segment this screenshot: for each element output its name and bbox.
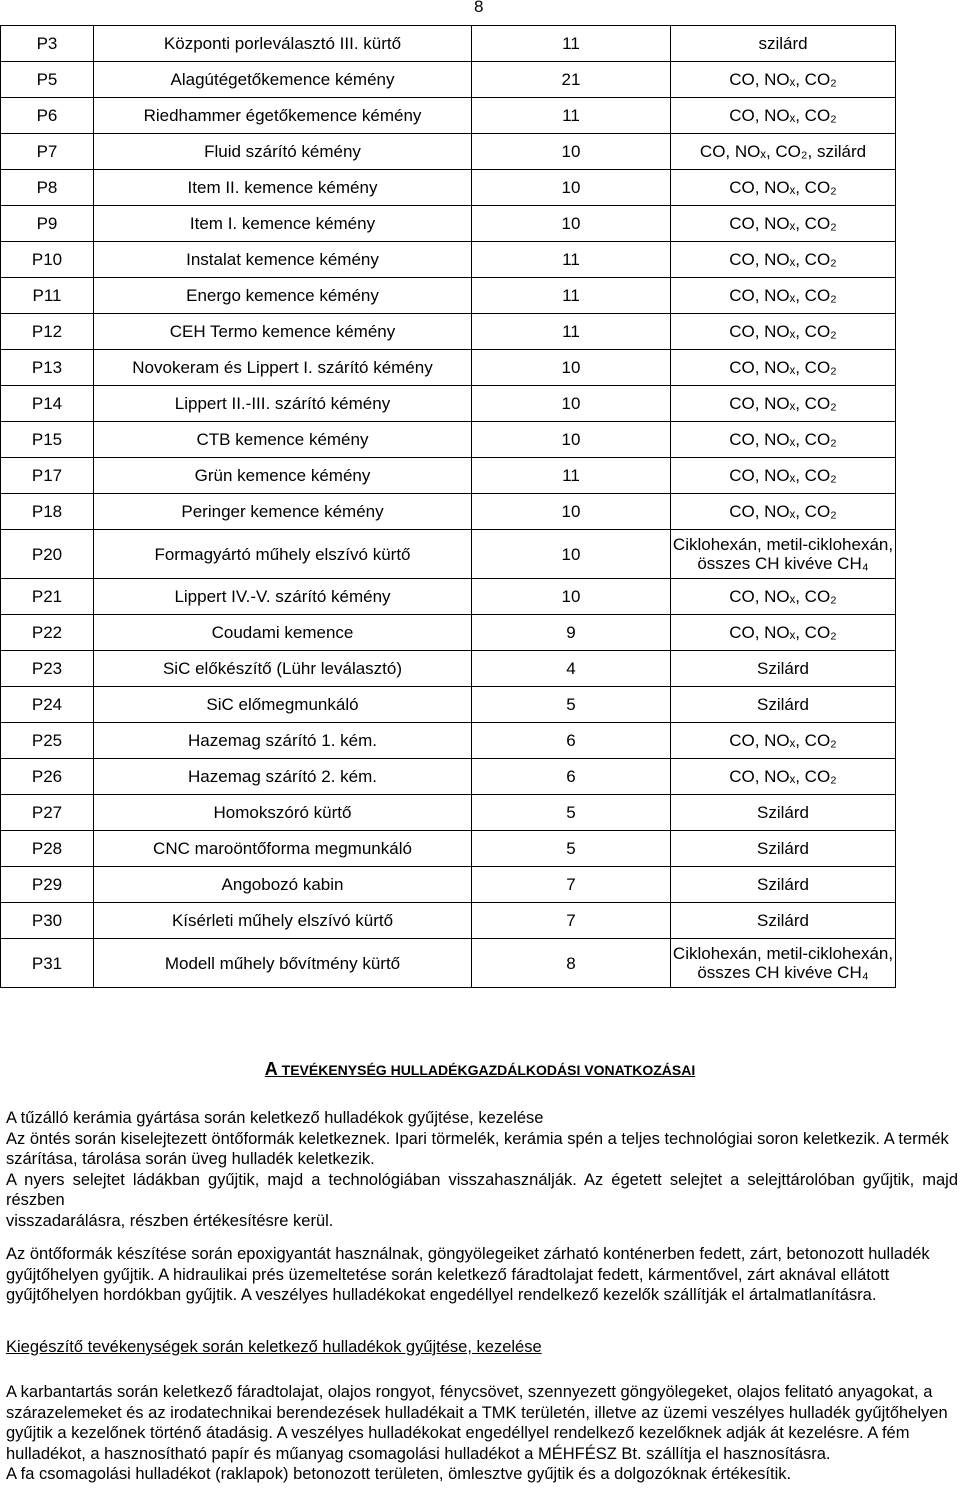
stack-height-cell: 5 — [472, 687, 671, 723]
pollutants-cell: CO, NOₓ, CO₂ — [671, 62, 896, 98]
table-row — [1, 458, 896, 494]
source-code-cell: P22 — [1, 615, 94, 651]
table-row — [1, 759, 896, 795]
pollutants-line: Ciklohexán, metil-ciklohexán, — [672, 944, 894, 963]
source-code-cell: P9 — [1, 206, 94, 242]
table-row — [1, 903, 896, 939]
stack-height-cell: 10 — [472, 530, 671, 579]
source-name-cell: Novokeram és Lippert I. szárító kémény — [94, 350, 472, 386]
source-code-cell: P23 — [1, 651, 94, 687]
source-name-cell: Riedhammer égetőkemence kémény — [94, 98, 472, 134]
pollutants-line: Ciklohexán, metil-ciklohexán, — [672, 535, 894, 554]
paragraph-mould-waste — [6, 1244, 958, 1306]
paragraph-line: szárítása, tárolása során üveg hulladék keletkezik. — [6, 1150, 375, 1168]
source-code-cell: P8 — [1, 170, 94, 206]
paragraph-refractory-waste — [6, 1108, 958, 1231]
pollutants-cell: CO, NOₓ, CO₂ — [671, 350, 896, 386]
source-code-cell: P24 — [1, 687, 94, 723]
pollutants-cell: CO, NOₓ, CO₂ — [671, 242, 896, 278]
stack-height-cell: 6 — [472, 723, 671, 759]
pollutants-cell: CO, NOₓ, CO₂ — [671, 422, 896, 458]
table-row — [1, 615, 896, 651]
stack-height-cell: 9 — [472, 615, 671, 651]
pollutants-cell: Szilárd — [671, 903, 896, 939]
table-row — [1, 651, 896, 687]
source-code-cell: P29 — [1, 867, 94, 903]
pollutants-cell — [671, 530, 896, 579]
paragraph-line: gyűjtik a kezelőnek történő átadásig. A veszélyes hulladékokat engedéllyel rendelkező kezelőknek adják át kezelésre. A fém — [6, 1424, 910, 1442]
pollutants-line: összes CH kivéve CH₄ — [697, 963, 869, 982]
paragraph-line: Az öntőformák készítése során epoxigyantát használnak, göngyölegeiket zárható konténerben fedett, zárt, betonozott hulladék — [6, 1245, 930, 1263]
source-name-cell: Formagyártó műhely elszívó kürtő — [94, 530, 472, 579]
paragraph-line: gyűjtőhelyen hordókban gyűjtik. A veszélyes hulladékokat engedéllyel rendelkező kezelők szállítják el ártalmatlanításra. — [6, 1286, 877, 1304]
source-code-cell: P25 — [1, 723, 94, 759]
stack-height-cell: 11 — [472, 458, 671, 494]
section-heading — [0, 1059, 960, 1080]
stack-height-cell: 4 — [472, 651, 671, 687]
table-row — [1, 530, 896, 579]
source-code-cell: P15 — [1, 422, 94, 458]
source-name-cell: Coudami kemence — [94, 615, 472, 651]
table-row — [1, 206, 896, 242]
stack-height-cell: 5 — [472, 795, 671, 831]
paragraph-line: A nyers selejtet ládákban gyűjtik, majd a technológiában visszahasználják. Az égetett selejtet a selejttárolóban gyűjtik, majd részben — [6, 1170, 958, 1209]
table-row — [1, 278, 896, 314]
stack-height-cell: 5 — [472, 831, 671, 867]
stack-height-cell: 11 — [472, 98, 671, 134]
source-code-cell: P11 — [1, 278, 94, 314]
table-row — [1, 170, 896, 206]
source-code-cell: P30 — [1, 903, 94, 939]
paragraph-line: visszadarálásra, részben értékesítésre kerül. — [6, 1211, 334, 1230]
table-row — [1, 579, 896, 615]
table-row — [1, 795, 896, 831]
source-code-cell: P21 — [1, 579, 94, 615]
stack-height-cell: 10 — [472, 386, 671, 422]
pollutants-cell: Szilárd — [671, 795, 896, 831]
table-row — [1, 494, 896, 530]
source-name-cell: Hazemag szárító 2. kém. — [94, 759, 472, 795]
table-body — [1, 26, 896, 988]
page-number: 8 — [474, 0, 484, 16]
table-row — [1, 242, 896, 278]
source-name-cell: Modell műhely bővítmény kürtő — [94, 939, 472, 988]
table-row — [1, 386, 896, 422]
pollutants-cell: CO, NOₓ, CO₂ — [671, 759, 896, 795]
source-name-cell: Peringer kemence kémény — [94, 494, 472, 530]
stack-height-cell: 10 — [472, 494, 671, 530]
stack-height-cell: 21 — [472, 62, 671, 98]
source-code-cell: P5 — [1, 62, 94, 98]
source-code-cell: P6 — [1, 98, 94, 134]
source-code-cell: P27 — [1, 795, 94, 831]
source-code-cell: P14 — [1, 386, 94, 422]
pollutants-cell: CO, NOₓ, CO₂, szilárd — [671, 134, 896, 170]
source-name-cell: Hazemag szárító 1. kém. — [94, 723, 472, 759]
source-name-cell: Lippert II.-III. szárító kémény — [94, 386, 472, 422]
pollutants-cell: CO, NOₓ, CO₂ — [671, 278, 896, 314]
pollutants-cell: Szilárd — [671, 831, 896, 867]
source-name-cell: Instalat kemence kémény — [94, 242, 472, 278]
pollutants-cell: Szilárd — [671, 867, 896, 903]
table-row — [1, 687, 896, 723]
pollutants-cell: CO, NOₓ, CO₂ — [671, 206, 896, 242]
stack-height-cell: 11 — [472, 314, 671, 350]
table-row — [1, 134, 896, 170]
stack-height-cell: 11 — [472, 278, 671, 314]
source-name-cell: Központi porleválasztó III. kürtő — [94, 26, 472, 62]
stack-height-cell: 10 — [472, 134, 671, 170]
source-name-cell: CEH Termo kemence kémény — [94, 314, 472, 350]
pollutants-cell: Szilárd — [671, 687, 896, 723]
source-name-cell: Angobozó kabin — [94, 867, 472, 903]
table-row — [1, 831, 896, 867]
source-code-cell: P20 — [1, 530, 94, 579]
stack-height-cell: 10 — [472, 350, 671, 386]
table-row — [1, 723, 896, 759]
stack-height-cell: 10 — [472, 579, 671, 615]
table-row — [1, 422, 896, 458]
paragraph-line: szárazelemeket és az irodatechnikai berendezések hulladékait a TMK területén, illetve az üzemi veszélyes hulladék gyűjtőhelyen — [6, 1403, 948, 1422]
paragraph-line: Az öntés során kiselejtezett öntőformák keletkeznek. Ipari törmelék, kerámia spén a teljes technológiai soron keletkezik. A termék — [6, 1129, 949, 1148]
paragraph-line: hulladékot, a hasznosítható papír és műanyag csomagolási hulladékot a MÉHFÉSZ Bt. szállítja el hasznosításra. — [6, 1444, 831, 1463]
stack-height-cell: 7 — [472, 867, 671, 903]
stack-height-cell: 8 — [472, 939, 671, 988]
emission-sources-table — [0, 25, 896, 988]
source-name-cell: Item II. kemence kémény — [94, 170, 472, 206]
table-row — [1, 939, 896, 988]
stack-height-cell: 11 — [472, 26, 671, 62]
stack-height-cell: 10 — [472, 170, 671, 206]
pollutants-cell: CO, NOₓ, CO₂ — [671, 579, 896, 615]
pollutants-line: összes CH kivéve CH₄ — [697, 554, 869, 573]
stack-height-cell: 11 — [472, 242, 671, 278]
source-name-cell: Alagútégetőkemence kémény — [94, 62, 472, 98]
paragraph-auxiliary-waste — [6, 1382, 958, 1485]
paragraph-line: A fa csomagolási hulladékot (raklapok) betonozott területen, ömlesztve gyűjtik és a dolgozóknak értékesítik. — [6, 1465, 792, 1483]
table-row — [1, 350, 896, 386]
source-code-cell: P26 — [1, 759, 94, 795]
paragraph-line: A tűzálló kerámia gyártása során keletkező hulladékok gyűjtése, kezelése — [6, 1109, 544, 1127]
source-name-cell: Kísérleti műhely elszívó kürtő — [94, 903, 472, 939]
source-name-cell: SiC előkészítő (Lühr leválasztó) — [94, 651, 472, 687]
section-heading-text: TEVÉKENYSÉG HULLADÉKGAZDÁLKODÁSI VONATKOZÁSAI — [277, 1062, 696, 1078]
source-code-cell: P17 — [1, 458, 94, 494]
source-code-cell: P7 — [1, 134, 94, 170]
source-name-cell: Energo kemence kémény — [94, 278, 472, 314]
pollutants-cell: CO, NOₓ, CO₂ — [671, 386, 896, 422]
pollutants-cell: CO, NOₓ, CO₂ — [671, 314, 896, 350]
stack-height-cell: 6 — [472, 759, 671, 795]
table-row — [1, 62, 896, 98]
stack-height-cell: 10 — [472, 206, 671, 242]
table-row — [1, 26, 896, 62]
source-name-cell: Fluid szárító kémény — [94, 134, 472, 170]
source-name-cell: CTB kemence kémény — [94, 422, 472, 458]
source-name-cell: Grün kemence kémény — [94, 458, 472, 494]
pollutants-cell: CO, NOₓ, CO₂ — [671, 98, 896, 134]
pollutants-cell: szilárd — [671, 26, 896, 62]
source-name-cell: Item I. kemence kémény — [94, 206, 472, 242]
paragraph-line: gyűjtőhelyen gyűjtik. A hidraulikai prés üzemeltetése során keletkező fáradtolajat fedett, kármentővel, zárt aknával ellátott — [6, 1265, 890, 1284]
subheading: Kiegészítő tevékenységek során keletkező hulladékok gyűjtése, kezelése — [6, 1338, 542, 1356]
table-row — [1, 98, 896, 134]
source-code-cell: P10 — [1, 242, 94, 278]
pollutants-cell — [671, 939, 896, 988]
source-code-cell: P13 — [1, 350, 94, 386]
paragraph-line: A karbantartás során keletkező fáradtolajat, olajos rongyot, fénycsövet, szennyezett göngyölegeket, olajos felitató anyagokat, a — [6, 1383, 933, 1401]
section-heading-first-letter: A — [264, 1059, 278, 1079]
source-name-cell: SiC előmegmunkáló — [94, 687, 472, 723]
stack-height-cell: 7 — [472, 903, 671, 939]
source-code-cell: P31 — [1, 939, 94, 988]
pollutants-cell: CO, NOₓ, CO₂ — [671, 723, 896, 759]
source-code-cell: P3 — [1, 26, 94, 62]
pollutants-cell: CO, NOₓ, CO₂ — [671, 458, 896, 494]
source-name-cell: Homokszóró kürtő — [94, 795, 472, 831]
table-row — [1, 867, 896, 903]
pollutants-cell: CO, NOₓ, CO₂ — [671, 615, 896, 651]
source-code-cell: P28 — [1, 831, 94, 867]
source-code-cell: P18 — [1, 494, 94, 530]
pollutants-cell: Szilárd — [671, 651, 896, 687]
source-code-cell: P12 — [1, 314, 94, 350]
source-name-cell: CNC maroöntőforma megmunkáló — [94, 831, 472, 867]
source-name-cell: Lippert IV.-V. szárító kémény — [94, 579, 472, 615]
pollutants-cell: CO, NOₓ, CO₂ — [671, 494, 896, 530]
pollutants-cell: CO, NOₓ, CO₂ — [671, 170, 896, 206]
table-row — [1, 314, 896, 350]
stack-height-cell: 10 — [472, 422, 671, 458]
